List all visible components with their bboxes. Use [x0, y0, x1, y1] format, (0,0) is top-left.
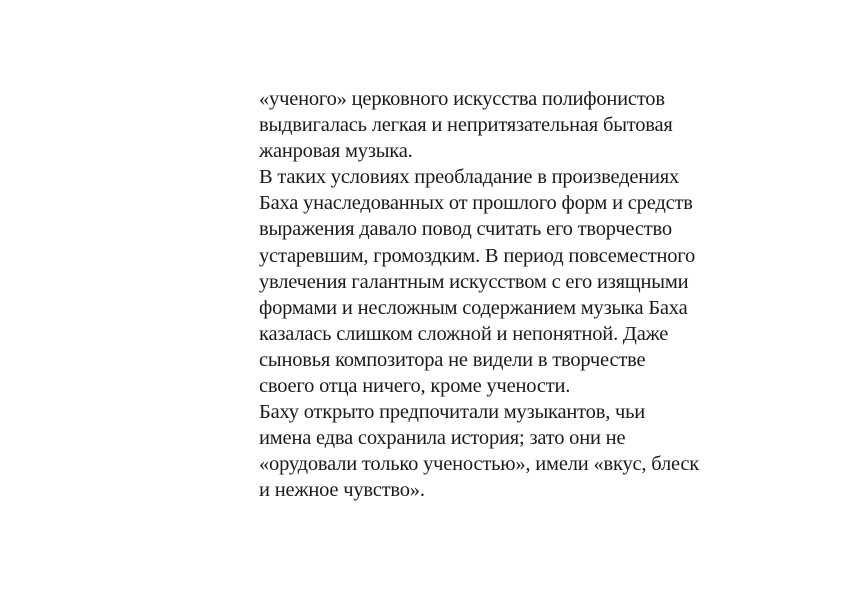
text-line: казалась слишком сложной и непонятной. Даже [259, 322, 669, 345]
text-line: «орудовали только ученостью», имели «вкус, блеск [259, 453, 700, 476]
body-text [259, 86, 779, 504]
text-line: жанровая музыка. [259, 140, 413, 163]
text-line: и нежное чувство». [259, 479, 425, 502]
text-line: выражения давало повод считать его творчество [259, 218, 672, 241]
text-line: имена едва сохранила история; зато они не [259, 427, 626, 450]
text-line: Баха унаследованных от прошлого форм и средств [259, 192, 693, 215]
text-line: «ученого» церковного искусства полифонистов [259, 88, 665, 110]
text-line: В таких условиях преобладание в произведениях [259, 166, 680, 189]
text-line: выдвигалась легкая и непритязательная бытовая [259, 114, 673, 137]
text-line: Баху открыто предпочитали музыкантов, чьи [259, 401, 646, 424]
text-line: устаревшим, громоздким. В период повсеместного [259, 244, 696, 267]
text-line: сыновья композитора не видели в творчестве [259, 348, 646, 371]
text-line: увлечения галантным искусством с его изящными [259, 270, 689, 293]
text-line: формами и несложным содержанием музыка Баха [259, 296, 688, 319]
text-line: своего отца ничего, кроме учености. [259, 375, 571, 398]
